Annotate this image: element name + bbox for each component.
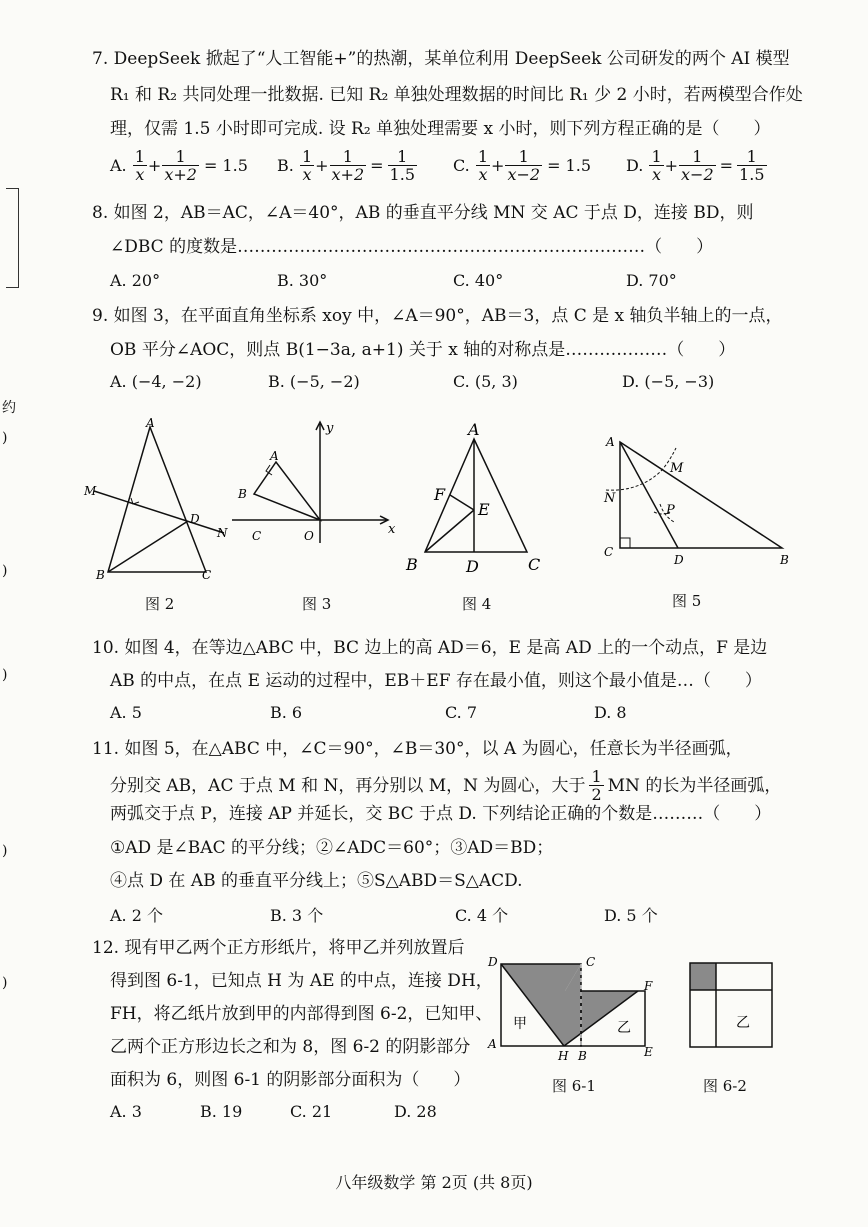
q7-option-d: [626, 148, 768, 183]
q7-option-a: [110, 148, 248, 183]
plus-sign: +: [664, 156, 679, 175]
figure-6-1: [480, 948, 665, 1068]
figure-6-2: [680, 955, 780, 1055]
q11-line-5: ④点 D 在 AB 的垂直平分线上；⑤S△ABD＝S△ACD.: [110, 871, 523, 891]
fig62-caption: 图 6-2: [703, 1077, 747, 1095]
fig61-caption: 图 6-1: [552, 1077, 596, 1095]
fig5-label-d: D: [674, 553, 684, 567]
fig3-label-b: B: [238, 487, 247, 501]
q11-option-b: B. 3 个: [270, 906, 324, 925]
margin-mark: ): [2, 667, 8, 683]
equals-rhs: = 1.5: [547, 156, 591, 175]
q10-option-d: D. 8: [594, 703, 627, 722]
option-letter: C.: [453, 156, 470, 175]
q12-line-1: 12. 现有甲乙两个正方形纸片，将甲乙并列放置后: [92, 938, 465, 958]
q11-line-3: 两弧交于点 P，连接 AP 并延长，交 BC 于点 D. 下列结论正确的个数是………（ ）: [110, 804, 772, 824]
fig3-caption: 图 3: [302, 595, 332, 613]
plus-sign: +: [315, 156, 329, 175]
fraction: $\frac{1}{x}$: [301, 147, 313, 184]
q11-line-2: [110, 768, 781, 803]
q11-option-c: C. 4 个: [455, 906, 509, 925]
q8-option-d: D. 70°: [626, 271, 677, 290]
binding-bracket: [6, 188, 19, 288]
option-letter: A.: [110, 156, 127, 175]
fig61-label-h: H: [558, 1049, 569, 1063]
fraction-half: $\frac{1}{2}$: [591, 767, 602, 804]
q11-line-4: ①AD 是∠BAC 的平分线；②∠ADC＝60°；③AD＝BD；: [110, 838, 554, 858]
fig61-label-f: F: [644, 979, 653, 993]
q12-option-a: A. 3: [110, 1102, 142, 1121]
q8-option-c: C. 40°: [453, 271, 504, 290]
figure-5: [598, 430, 798, 570]
q9-option-a: A. (−4, −2): [110, 372, 202, 391]
fig61-label-d: D: [488, 955, 498, 969]
fig61-label-yi: 乙: [617, 1020, 631, 1036]
q10-option-a: A. 5: [110, 703, 142, 722]
q12-option-c: C. 21: [290, 1102, 333, 1121]
fraction: $\frac{1}{x}$: [477, 147, 489, 184]
q10-option-b: B. 6: [270, 703, 303, 722]
option-letter: D.: [626, 156, 644, 175]
fraction: $\frac{1}{x}$: [134, 147, 145, 184]
plus-sign: +: [491, 156, 505, 175]
fig5-label-n: N: [604, 491, 616, 506]
q10-line-2: AB 的中点，在点 E 运动的过程中，EB＋EF 存在最小值，则这个最小值是…（ ）: [110, 671, 762, 691]
fig5-label-a: A: [606, 435, 615, 449]
figure-2: [80, 415, 230, 585]
fig3-label-o: O: [304, 529, 314, 543]
q12-option-b: B. 19: [200, 1102, 243, 1121]
fraction: $\frac{1}{x+2}$: [164, 147, 197, 184]
fig4-label-d: D: [466, 557, 479, 576]
fig5-caption: 图 5: [672, 592, 702, 610]
fraction: $\frac{1}{x-2}$: [507, 147, 541, 184]
fraction: $\frac{1}{x-2}$: [681, 147, 714, 184]
fig5-label-c: C: [604, 545, 614, 559]
fraction: $\frac{1}{x}$: [651, 147, 662, 184]
fig2-label-b: B: [96, 568, 105, 582]
fig5-label-b: B: [780, 553, 789, 567]
fig2-label-m: M: [84, 484, 97, 498]
option-letter: B.: [277, 156, 294, 175]
fig5-label-m: M: [670, 461, 684, 476]
plus-sign: +: [147, 156, 162, 175]
fig4-label-f: F: [434, 485, 446, 504]
fraction: $\frac{1}{1.5}$: [389, 147, 415, 184]
figure-4: [400, 415, 550, 580]
q11-line-2b: MN 的长为半径画弧，: [607, 775, 782, 796]
equals-rhs: = 1.5: [203, 156, 248, 175]
q8-option-b: B. 30°: [277, 271, 328, 290]
fig61-label-jia: 甲: [513, 1016, 527, 1032]
q12-line-4: 乙两个正方形边长之和为 8，图 6-2 的阴影部分: [110, 1037, 471, 1057]
margin-mark: ): [2, 975, 8, 991]
q12-line-3: FH，将乙纸片放到甲的内部得到图 6-2，已知甲、: [110, 1004, 493, 1024]
equals-sign: =: [370, 156, 384, 175]
q8-line-2: ∠DBC 的度数是………………………………………………………………（ ）: [110, 237, 714, 257]
q7-option-c: [453, 148, 591, 183]
fig61-label-c: C: [586, 955, 596, 969]
fig2-label-n: N: [217, 526, 228, 540]
fig4-label-b: B: [406, 555, 418, 574]
q11-line-1: 11. 如图 5，在△ABC 中，∠C＝90°，∠B＝30°，以 A 为圆心，任意长为半径画弧，: [92, 739, 743, 759]
fig4-caption: 图 4: [462, 595, 492, 613]
q11-line-2a: 分别交 AB，AC 于点 M 和 N，再分别以 M，N 为圆心，大于: [110, 775, 586, 796]
fig2-label-c: C: [202, 568, 212, 582]
fig61-label-a: A: [488, 1037, 497, 1051]
fig61-label-e: E: [644, 1045, 653, 1059]
q9-option-c: C. (5, 3): [453, 372, 518, 391]
q12-option-d: D. 28: [394, 1102, 437, 1121]
q11-option-a: A. 2 个: [110, 906, 163, 925]
fig3-label-a: A: [270, 449, 279, 463]
q10-option-c: C. 7: [445, 703, 478, 722]
margin-mark: ): [2, 563, 8, 579]
q9-line-2: OB 平分∠AOC，则点 B(1−3a, a+1) 关于 x 轴的对称点是………………（ ）: [110, 340, 736, 360]
fig62-label-yi: 乙: [736, 1015, 750, 1031]
q8-option-a: A. 20°: [110, 271, 161, 290]
q11-option-d: D. 5 个: [604, 906, 658, 925]
q9-line-1: 9. 如图 3，在平面直角坐标系 xoy 中，∠A＝90°，AB＝3，点 C 是 x 轴负半轴上的一点，: [92, 306, 783, 326]
q9-option-d: D. (−5, −3): [622, 372, 715, 391]
equals-sign: =: [719, 156, 734, 175]
fig2-label-a: A: [146, 416, 155, 430]
q7-option-b: [277, 148, 418, 183]
fig2-label-d: D: [190, 512, 200, 526]
q12-line-2: 得到图 6-1，已知点 H 为 AE 的中点，连接 DH，: [110, 971, 493, 991]
fig4-label-a: A: [468, 420, 480, 439]
q7-line-1: 7. DeepSeek 掀起了“人工智能+”的热潮，某单位利用 DeepSeek 公司研发的两个 AI 模型: [92, 49, 790, 69]
fraction: $\frac{1}{1.5}$: [739, 147, 765, 184]
fig3-label-y: y: [326, 421, 334, 436]
fraction: $\frac{1}{x+2}$: [331, 147, 365, 184]
fig4-label-c: C: [528, 555, 541, 574]
fig3-label-x: x: [388, 522, 396, 537]
q7-line-2: R₁ 和 R₂ 共同处理一批数据. 已知 R₂ 单独处理数据的时间比 R₁ 少 2 小时，若两模型合作处: [110, 85, 803, 105]
fig4-label-e: E: [478, 500, 490, 519]
q12-line-5: 面积为 6，则图 6-1 的阴影部分面积为（ ）: [110, 1070, 471, 1090]
margin-mark: 约: [2, 400, 16, 416]
q10-line-1: 10. 如图 4，在等边△ABC 中，BC 边上的高 AD＝6，E 是高 AD 上的一个动点，F 是边: [92, 638, 768, 658]
fig5-label-p: P: [666, 503, 675, 518]
fig2-caption: 图 2: [145, 595, 175, 613]
q8-line-1: 8. 如图 2，AB＝AC，∠A＝40°，AB 的垂直平分线 MN 交 AC 于点 D，连接 BD，则: [92, 203, 754, 223]
q7-line-3: 理，仅需 1.5 小时即可完成. 设 R₂ 单独处理需要 x 小时，则下列方程正确的是（ ）: [110, 119, 771, 139]
figure-3: [232, 418, 402, 548]
margin-mark: ): [2, 843, 8, 859]
margin-mark: ): [2, 430, 8, 446]
fig61-label-b: B: [578, 1049, 587, 1063]
page-footer: 八年级数学 第 2页 (共 8页): [335, 1173, 533, 1192]
fig3-label-c: C: [252, 529, 262, 543]
q9-option-b: B. (−5, −2): [268, 372, 360, 391]
